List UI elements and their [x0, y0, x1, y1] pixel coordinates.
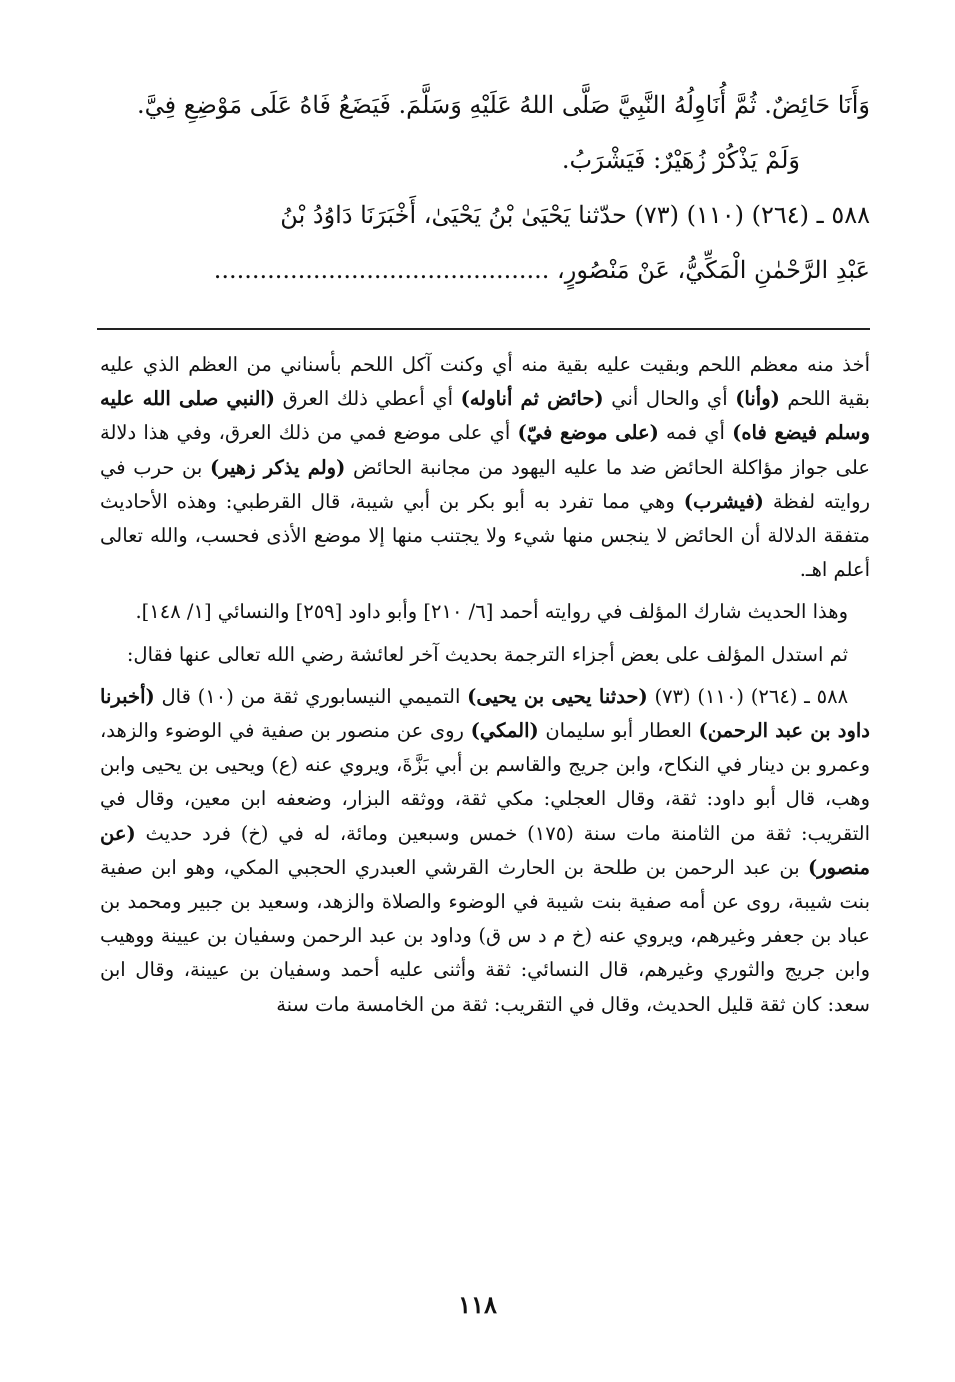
p1-text-3: أي أعطي ذلك العرق [275, 387, 461, 411]
commentary-paragraph-2: وهذا الحديث شارك المؤلف في روايته أحمد [٦/ ٢١٠] وأبو داود [٢٥٩] والنسائي [١/ ١٤٨]. [135, 600, 848, 624]
hadith-omission-dots: ............................................ [213, 256, 550, 284]
p4-bold-1: (حدثنا يحيى بن يحيى) [467, 684, 648, 708]
p1-text-6: بن حرب في روايته لفظة [100, 455, 870, 513]
hadith-line-2: وَلَمْ يَذْكُرْ زُهَيْرٌ: فَيَشْرَبُ. [561, 146, 800, 174]
p1-bold-5: (ولم يذكر زهير) [209, 455, 346, 479]
hadith-line-3: ٥٨٨ ـ (٢٦٤) (١١٠) (٧٣) حدّثنا يَحْيَىٰ بْنُ يَحْيَىٰ، أَخْبَرَنَا دَاوُدُ بْنُ [280, 201, 870, 229]
p4-text-4: روى عن منصور بن صفية في الوضوء والزهد، وعمرو بن دينار في النكاح، وابن جريج والقاسم بن أبي بَزَّةَ، ويروي عنه (ع) ويحيى بن يحيى وابن وهب، قال أبو داود: ثقة، وقال العجلي: مكي ثقة، ووثقه البزار، وضعفه ابن معين، وقال في التقريب: ثقة من الثامنة مات سنة (١٧٥) خمس وسبعين ومائة، له في (خ) فرد حديث [100, 719, 870, 845]
p4-text-3: العطار أبو سليمان [538, 719, 699, 743]
p4-text-2: التميمي النيسابوري ثقة من (١٠) قال [154, 684, 468, 708]
p1-text-7: وهي مما تفرد به أبو بكر بن أبي شيبة، قال القرطبي: وهذه الأحاديث متفقة الدلالة أن الحائض لا ينجس منها شيء ولا يجتنب منها إلا موضع الأذى فحسب، والله تعالى أعلم اهـ. [100, 489, 870, 582]
commentary-paragraph-3: ثم استدل المؤلف على بعض أجزاء الترجمة بحديث آخر لعائشة رضي الله تعالى عنها فقال: [126, 642, 848, 666]
p1-text-2: أي والحال أني [603, 387, 736, 411]
hadith-text [100, 78, 870, 298]
p4-bold-4: (عن منصور) [100, 821, 870, 879]
footnote-divider [97, 328, 870, 330]
p1-bold-6: (فيشرب) [683, 489, 764, 513]
p1-bold-4: (على موضع فيّ) [517, 421, 659, 445]
p1-text-1: أخذ منه معظم اللحم وبقيت عليه بقية منه أي وكنت آكل اللحم بأسناني من العظم الذي عليه بقية اللحم [100, 353, 870, 411]
commentary-paragraph-1 [100, 348, 870, 587]
p1-bold-3: (النبي صلى الله عليه وسلم فيضع فاه) [100, 387, 871, 445]
p4-bold-2: (أخبرنا داود بن عبد الرحمن) [100, 684, 870, 743]
hadith-line-1: وَأَنَا حَائِضٌ. ثُمَّ أُنَاوِلُهُ النَّبِيَّ صَلَّى اللهُ عَلَيْهِ وَسَلَّمَ. فَيَضَعُ فَاهُ عَلَى مَوْضِعِ فِيَّ. [136, 91, 870, 119]
p4-bold-3: (المكي) [470, 719, 539, 743]
p1-text-4: أي فمه [658, 421, 733, 445]
hadith-line-4 [100, 243, 870, 298]
hadith-line-4-text: عَبْدِ الرَّحْمٰنِ الْمَكِّيُّ، عَنْ مَنْصُورٍ، [557, 256, 870, 284]
page-number: ١١٨ [458, 1290, 497, 1319]
p4-text-1: ٥٨٨ ـ (٢٦٤) (١١٠) (٧٣) [647, 684, 849, 708]
p4-text-5: بن عبد الرحمن بن طلحة بن الحارث القرشي العبدري الحجبي المكي، وهو ابن صفية بنت شيبة، روى عن أمه صفية بنت شيبة في الوضوء والصلاة والزهد، وسعيد بن جبير ومحمد بن عباد بن جعفر وغيرهم، ويروي عنه (خ م د س ق) وداود بن عبد الرحمن وسفيان بن عيينة ووهيب وابن جريج والثوري وغيرهم، قال النسائي: ثقة وأثنى عليه أحمد وسفيان بن عيينة، وقال ابن سعد: كان ثقة قليل الحديث، وقال في التقريب: ثقة من الخامسة مات سنة [100, 855, 870, 1016]
p1-text-5: أي على موضع فمي من ذلك العرق، وفي هذا دلالة على جواز مؤاكلة الحائض ضد ما عليه اليهود من مجانبة الحائض [100, 421, 870, 479]
p1-bold-2: (حائض ثم أناوله) [460, 387, 604, 411]
commentary-paragraph-4 [100, 680, 870, 1022]
p1-bold-1: (وأنا) [735, 387, 780, 411]
commentary [100, 348, 870, 1030]
